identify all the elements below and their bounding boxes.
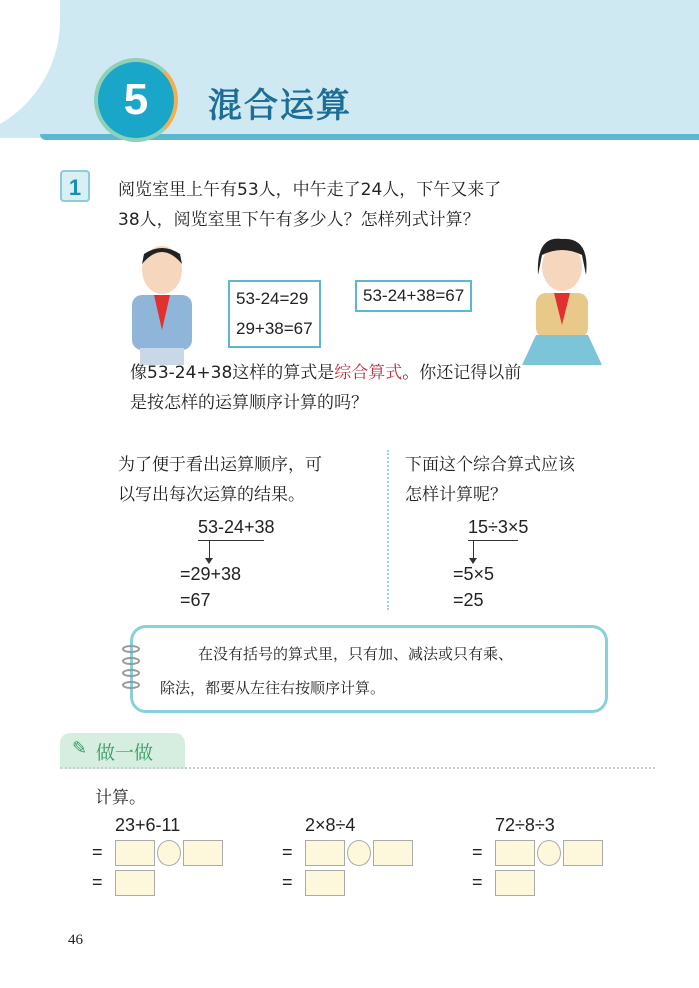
- exercise-expression: 2×8÷4: [305, 815, 356, 835]
- note-line-2: 除法，都要从左往右按顺序计算。: [160, 679, 386, 697]
- exercise-expression: 72÷8÷3: [495, 815, 555, 835]
- right-step-2: =25: [453, 590, 484, 610]
- left-expression: 53-24+38: [198, 517, 275, 537]
- right-col-line-1: 下面这个综合算式应该: [405, 455, 575, 475]
- spiral-ring-icon: [122, 657, 140, 665]
- spiral-ring-icon: [122, 681, 140, 689]
- practice-instruction: 计算。: [95, 788, 146, 808]
- left-step-1: =29+38: [180, 564, 242, 584]
- boy-equation: 53-24=29: [236, 289, 309, 308]
- equals-sign: =: [92, 842, 103, 862]
- pencil-icon: ✎: [72, 738, 88, 759]
- spiral-ring-icon: [122, 669, 140, 677]
- girl-equation: 53-24+38=67: [363, 286, 465, 305]
- answer-box[interactable]: [115, 870, 155, 896]
- note-line-1: 在没有括号的算式里，只有加、减法或只有乘、: [198, 645, 514, 663]
- girl-equation-box: [355, 280, 472, 312]
- equals-sign: =: [472, 842, 483, 862]
- problem-line-2: 38人，阅览室里下午有多少人？怎样列式计算？: [118, 210, 480, 230]
- column-divider: [387, 450, 389, 610]
- practice-tab-label: 做一做: [96, 742, 154, 764]
- example-number: 1: [60, 170, 90, 202]
- exercise-expression: 23+6-11: [115, 815, 181, 835]
- left-col-line-2: 以写出每次运算的结果。: [118, 485, 305, 505]
- equals-sign: =: [472, 872, 483, 892]
- right-expression: 15÷3×5: [468, 517, 529, 537]
- equals-sign: =: [282, 872, 293, 892]
- arrow-line: [473, 540, 474, 560]
- rule-note-box: [130, 625, 608, 713]
- page-number: 46: [68, 932, 83, 948]
- girl-illustration: [510, 235, 610, 365]
- arrow-line: [209, 540, 210, 560]
- boy-equation: 29+38=67: [236, 319, 313, 338]
- unit-title: 混合运算: [208, 86, 352, 126]
- answer-box[interactable]: [183, 840, 223, 866]
- operator-circle[interactable]: [537, 840, 561, 866]
- spiral-ring-icon: [122, 645, 140, 653]
- underline: [468, 540, 518, 541]
- answer-box[interactable]: [373, 840, 413, 866]
- boy-illustration: [120, 240, 205, 365]
- answer-box[interactable]: [115, 840, 155, 866]
- equals-sign: =: [92, 872, 103, 892]
- right-col-line-2: 怎样计算呢？: [405, 485, 507, 505]
- explanation-line-1: [130, 358, 521, 383]
- answer-box[interactable]: [305, 870, 345, 896]
- term-highlight: 综合算式: [334, 363, 403, 383]
- right-step-1: =5×5: [453, 564, 495, 584]
- answer-box[interactable]: [495, 840, 535, 866]
- explanation-text: 。你还记得以前: [402, 363, 522, 383]
- answer-box[interactable]: [563, 840, 603, 866]
- operator-circle[interactable]: [347, 840, 371, 866]
- explanation-text: 像53-24+38这样的算式是: [130, 363, 335, 383]
- operator-circle[interactable]: [157, 840, 181, 866]
- left-step-2: =67: [180, 590, 211, 610]
- answer-box[interactable]: [495, 870, 535, 896]
- answer-box[interactable]: [305, 840, 345, 866]
- left-col-line-1: 为了便于看出运算顺序，可: [118, 455, 322, 475]
- problem-line-1: 阅览室里上午有53人，中午走了24人，下午又来了: [118, 180, 502, 200]
- dotted-separator: [60, 767, 655, 769]
- unit-number-badge: 5: [94, 58, 178, 142]
- equals-sign: =: [282, 842, 293, 862]
- underline: [198, 540, 264, 541]
- explanation-line-2: 是按怎样的运算顺序计算的吗？: [130, 393, 368, 413]
- boy-equation-box: [228, 280, 321, 348]
